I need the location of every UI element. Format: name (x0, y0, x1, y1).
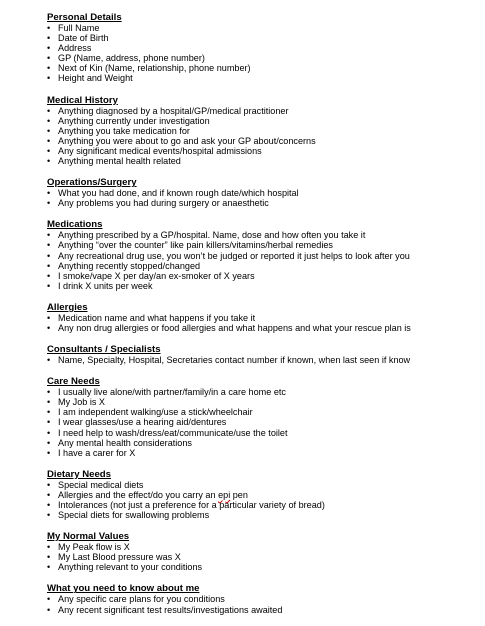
list-item (47, 438, 479, 448)
bullet-list (47, 106, 479, 167)
bullet-icon: • (47, 322, 51, 333)
list-item (47, 116, 479, 126)
list-item (47, 33, 479, 43)
list-item (47, 43, 479, 53)
bullet-icon: • (47, 407, 51, 418)
list-item (47, 562, 479, 572)
list-item-text: Anything “over the counter” like pain killers/vitamins/herbal remedies (58, 240, 333, 251)
list-item-text: GP (Name, address, phone number) (58, 53, 205, 64)
list-item-text: Special diets for swallowing problems (58, 510, 210, 521)
list-item (47, 480, 479, 490)
bullet-list (47, 23, 479, 84)
list-item-text: Allergies and the effect/do you carry an epi pen (58, 489, 248, 500)
bullet-icon: • (47, 260, 51, 271)
bullet-icon: • (47, 115, 51, 126)
bullet-icon: • (47, 230, 51, 241)
bullet-icon: • (47, 489, 51, 500)
bullet-list (47, 480, 479, 520)
list-item-text: Date of Birth (58, 33, 109, 44)
list-item-text: Medication name and what happens if you take it (58, 312, 256, 323)
list-item (47, 397, 479, 407)
list-item-text: Next of Kin (Name, relationship, phone number) (58, 63, 251, 74)
bullet-icon: • (47, 594, 51, 605)
section-what-you-need-to-know (47, 583, 479, 614)
section-operations-surgery (47, 177, 479, 208)
bullet-icon: • (47, 427, 51, 438)
list-item (47, 355, 479, 365)
bullet-icon: • (47, 312, 51, 323)
list-item (47, 281, 479, 291)
list-item (47, 146, 479, 156)
bullet-icon: • (47, 604, 51, 615)
list-item-text: Any problems you had during surgery or anaesthetic (58, 198, 269, 209)
list-item-text: I need help to wash/dress/eat/communicate/use the toilet (58, 427, 288, 438)
bullet-icon: • (47, 43, 51, 54)
list-item-text: I am independent walking/use a stick/wheelchair (58, 407, 253, 418)
bullet-icon: • (47, 510, 51, 521)
bullet-icon: • (47, 105, 51, 116)
bullet-icon: • (47, 188, 51, 199)
bullet-icon: • (47, 417, 51, 428)
bullet-list (47, 230, 479, 291)
bullet-icon: • (47, 270, 51, 281)
list-item (47, 407, 479, 417)
bullet-icon: • (47, 280, 51, 291)
bullet-icon: • (47, 145, 51, 156)
bullet-icon: • (47, 63, 51, 74)
document-body (47, 12, 479, 626)
bullet-icon: • (47, 437, 51, 448)
list-item-text: Special medical diets (58, 479, 144, 490)
section-heading: Medical History (47, 94, 118, 106)
bullet-icon: • (47, 156, 51, 167)
bullet-icon: • (47, 542, 51, 553)
section-heading: My Normal Values (47, 531, 130, 543)
list-item (47, 126, 479, 136)
section-my-normal-values (47, 531, 479, 572)
bullet-icon: • (47, 355, 51, 366)
section-heading: Care Needs (47, 376, 100, 388)
list-item (47, 387, 479, 397)
section-care-needs (47, 376, 479, 458)
list-item (47, 188, 479, 198)
list-item (47, 605, 479, 615)
bullet-icon: • (47, 397, 51, 408)
list-item-text: Intolerances (not just a preference for a particular variety of bread) (58, 500, 325, 510)
list-item (47, 500, 479, 510)
list-item (47, 53, 479, 63)
list-item (47, 428, 479, 438)
list-item (47, 510, 479, 520)
list-item-text: Anything recently stopped/changed (58, 260, 201, 271)
list-item-text: I smoke/vape X per day/an ex-smoker of X years (58, 270, 255, 281)
list-item-text: What you had done, and if known rough date/which hospital (58, 188, 299, 199)
section-dietary-needs (47, 469, 479, 520)
list-item-text: Anything diagnosed by a hospital/GP/medical practitioner (58, 105, 289, 116)
bullet-list (47, 355, 479, 365)
list-item (47, 542, 479, 552)
list-item-text: Height and Weight (58, 73, 133, 84)
list-item-text: Any significant medical events/hospital admissions (58, 145, 262, 156)
list-item-text: Any recent significant test results/investigations awaited (58, 604, 283, 615)
bullet-icon: • (47, 198, 51, 209)
list-item-text: Name, Specialty, Hospital, Secretaries contact number if known, when last seen if know (58, 355, 411, 366)
bullet-icon: • (47, 33, 51, 44)
section-personal-details (47, 12, 479, 84)
list-item-text: Anything currently under investigation (58, 115, 210, 126)
section-medications (47, 219, 479, 291)
list-item (47, 251, 479, 261)
bullet-list (47, 542, 479, 572)
spellcheck-underline: epi (218, 489, 231, 500)
bullet-icon: • (47, 73, 51, 84)
list-item (47, 313, 479, 323)
list-item (47, 136, 479, 146)
bullet-icon: • (47, 53, 51, 64)
section-consultants-specialists (47, 344, 479, 365)
list-item (47, 230, 479, 240)
section-heading: Personal Details (47, 12, 122, 23)
list-item (47, 417, 479, 427)
bullet-icon: • (47, 250, 51, 261)
section-heading: Operations/Surgery (47, 177, 137, 189)
list-item-text: My Peak flow is X (58, 542, 130, 553)
list-item (47, 73, 479, 83)
list-item (47, 198, 479, 208)
list-item-text: Anything relevant to your conditions (58, 562, 203, 573)
section-heading: Dietary Needs (47, 468, 111, 480)
list-item (47, 23, 479, 33)
section-medical-history (47, 95, 479, 167)
bullet-icon: • (47, 23, 51, 33)
list-item-text: I wear glasses/use a hearing aid/dentures (58, 417, 227, 428)
section-allergies (47, 302, 479, 333)
list-item-text: I usually live alone/with partner/family/in a care home etc (58, 387, 286, 398)
list-item (47, 106, 479, 116)
bullet-list (47, 387, 479, 458)
list-item-text: Full Name (58, 23, 100, 33)
list-item-text: Anything prescribed by a GP/hospital. Name, dose and how often you take it (58, 230, 366, 241)
list-item (47, 448, 479, 458)
list-item-text: Anything mental health related (58, 156, 181, 167)
list-item (47, 156, 479, 166)
bullet-icon: • (47, 500, 51, 510)
bullet-icon: • (47, 562, 51, 573)
section-heading: What you need to know about me (47, 583, 200, 595)
list-item-text: Anything you were about to go and ask your GP about/concerns (58, 135, 316, 146)
bullet-icon: • (47, 447, 51, 458)
bullet-icon: • (47, 240, 51, 251)
list-item-text: Address (58, 43, 92, 54)
section-heading: Allergies (47, 301, 88, 313)
list-item-text: Any specific care plans for you conditions (58, 594, 225, 605)
list-item-text: Any mental health considerations (58, 437, 192, 448)
list-item-text: I drink X units per week (58, 280, 153, 291)
list-item-text: Any recreational drug use, you won’t be judged or reported it just helps to look after you (58, 250, 410, 261)
bullet-icon: • (47, 135, 51, 146)
list-item (47, 240, 479, 250)
bullet-icon: • (47, 387, 51, 398)
list-item (47, 490, 479, 500)
list-item (47, 552, 479, 562)
list-item-text: I have a carer for X (58, 447, 136, 458)
list-item (47, 261, 479, 271)
bullet-icon: • (47, 479, 51, 490)
list-item (47, 271, 479, 281)
bullet-icon: • (47, 125, 51, 136)
list-item (47, 63, 479, 73)
bullet-list (47, 594, 479, 614)
section-heading: Consultants / Specialists (47, 344, 161, 356)
bullet-list (47, 188, 479, 208)
list-item-text: My Last Blood pressure was X (58, 552, 181, 563)
list-item-text: Anything you take medication for (58, 125, 190, 136)
section-heading: Medications (47, 219, 103, 231)
bullet-list (47, 313, 479, 333)
bullet-icon: • (47, 552, 51, 563)
list-item-text: Any non drug allergies or food allergies and what happens and what your rescue plan is (58, 322, 411, 333)
list-item-text: My Job is X (58, 397, 105, 408)
list-item (47, 323, 479, 333)
